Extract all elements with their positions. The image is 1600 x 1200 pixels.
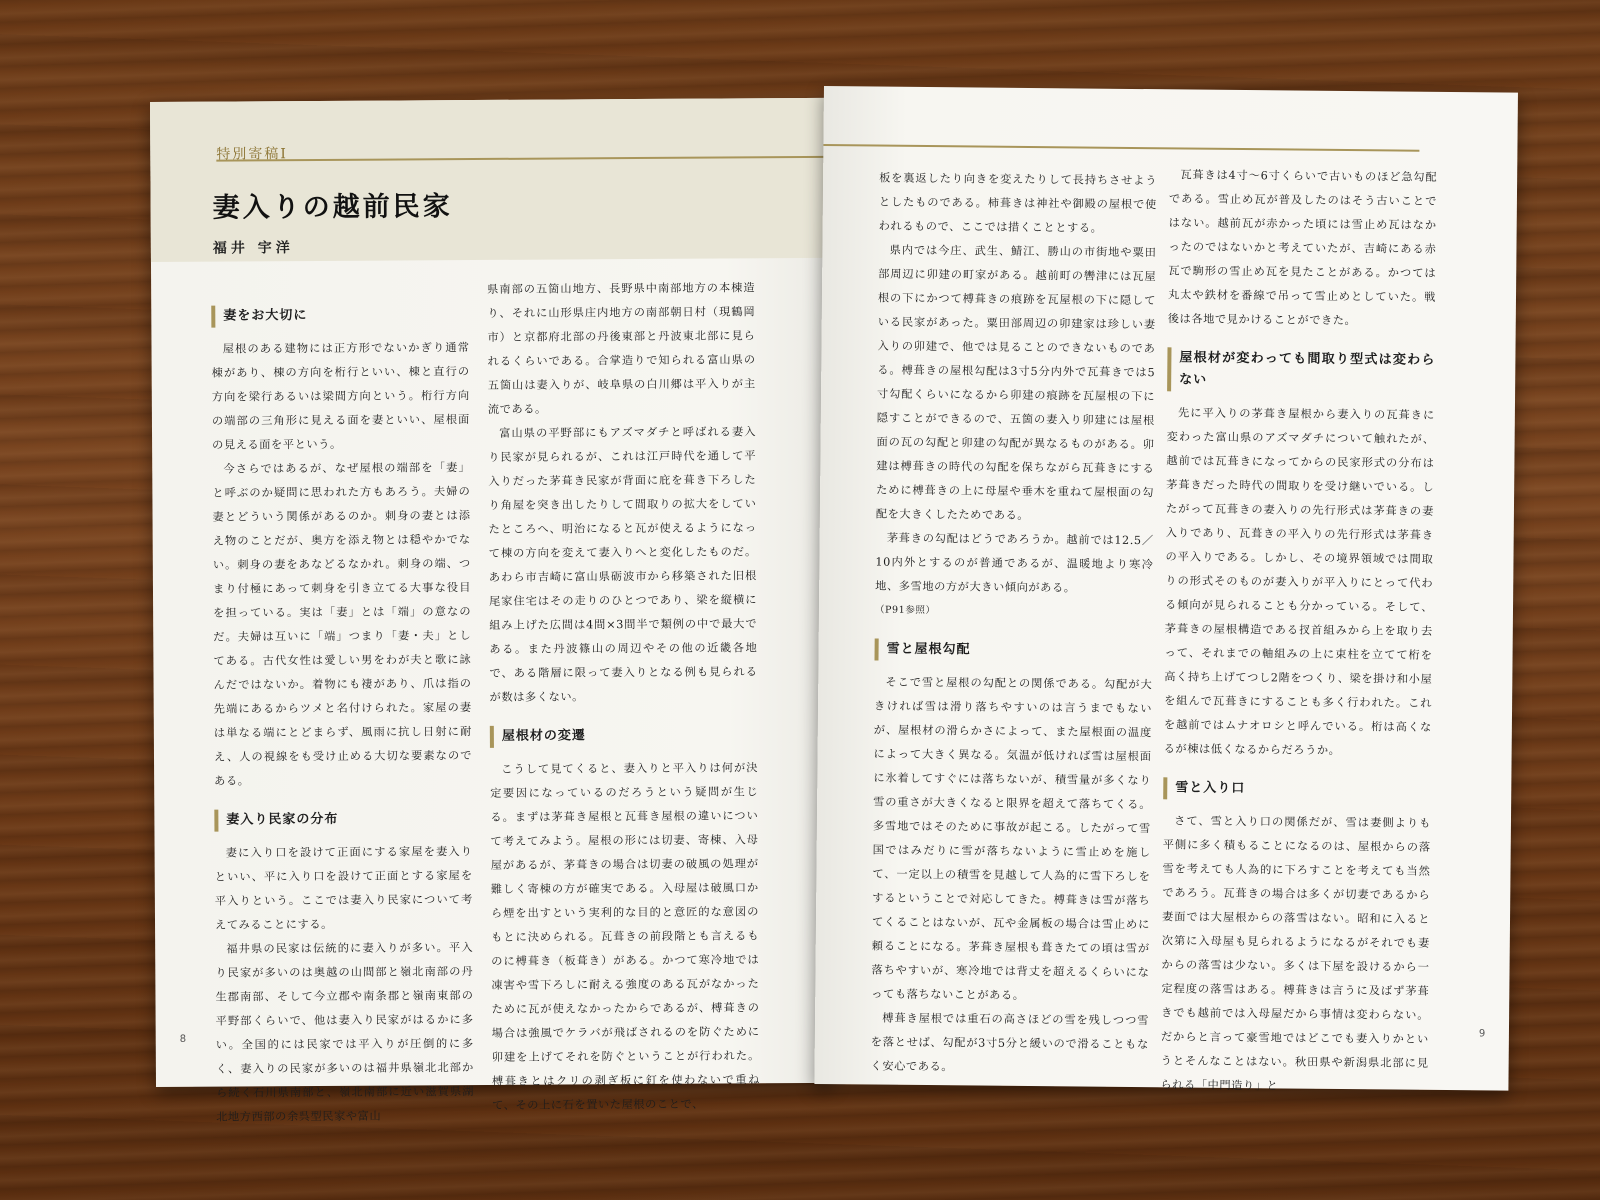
- paragraph: そこで雪と屋根の勾配との関係である。勾配が大きければ雪は滑り落ちやすいのは言うまでもないが、屋根材の滑らかさによって、また屋根面の温度によって大きく異なる。気温が低ければ雪は屋根面に氷着してすぐには落ちないが、積雪量が多くなり雪の重さが大きくなると限界を超えて落ちてくる。多雪地ではそのために事故が起こる。したがって雪国ではみだりに雪が落ちないように雪止めを施して、一定以上の積雪を見越して人為的に雪下ろしをするということで対応してきた。榑葺きは雪が落ちてくることはないが、瓦や金属板の場合は雪止めに頼ることになる。茅葺き屋根も葺きたての頃は雪が落ちやすいが、寒冷地では背丈を超えるくらいになっても落ちないことがある。: [871, 675, 1153, 1002]
- series-label: 特別寄稿Ⅰ: [216, 146, 288, 163]
- left-page: [150, 98, 832, 1124]
- page-number-left: 8: [179, 1033, 187, 1045]
- section-heading: 屋根材が変わっても間取り型式は変わらない: [1167, 347, 1435, 394]
- paragraph: 茅葺きの勾配はどうであろうか。越前では12.5／10内外とするのが普通であるが、温暖地より寒冷地、多雪地の方が大きい傾向がある。: [875, 531, 1154, 595]
- section-heading: 妻をお大切に: [211, 304, 469, 328]
- article-title: 妻入りの越前民家: [212, 191, 453, 224]
- right-column-2: [1160, 163, 1437, 1100]
- paragraph: 今さらではあるが、なぜ屋根の端部を「妻」と呼ぶのか疑問に思われた方もあろう。夫婦の妻とどういう関係があるのか。刺身の妻とは添え物のことだが、奥方を添え物とは穏やかでない。刺身の妻をあなどるなかれ。刺身の端、つまり付極にあって刺身を引き立てる大事な役目を担っている。実は「妻」とは「端」の意なのだ。夫婦は互いに「端」つまり「妻・夫」としてある。古代女性は愛しい男をわが夫と歌に詠んだではないか。着物にも褄があり、爪は指の先端にあるからツメと名付けられた。家屋の妻は単なる端にとどまらず、風雨に抗し日射に耐え、人の視線をも受け止める大切な要素なのである。: [212, 461, 473, 788]
- paragraph: 屋根のある建物には正方形でないかぎり通常棟があり、棟の方向を桁行といい、棟と直行の方向を梁行あるいは梁間方向という。桁行方向の端部の三角形に見える面を妻といい、屋根面の見える面を平という。: [211, 341, 470, 452]
- paragraph: こうして見てくると、妻入りと平入りは何が決定要因になっているのだろうという疑問が生じる。まずは茅葺き屋根と瓦葺き屋根の違いについて考えてみよう。屋根の形には切妻、寄棟、入母屋があるが、茅葺きの場合は切妻の破風の処理が難しく寄棟の方が確実である。入母屋は破風口から煙を出すという実利的な目的と意匠的な意図のもとに決められる。瓦葺きの前段階とも言えるものに榑葺き（板葺き）がある。かつて寒冷地では凍害や雪下ろしに耐える強度のある瓦がなかったために瓦が使えなかったからであるが、榑葺きの場合は強風でケラバが飛ばされるのを防ぐために卯建を上げてそれを防ぐということが行われた。榑葺きとはクリの剥ぎ板に釘を使わないで重ねて、その上に石を置いた屋根のことで、: [490, 761, 761, 1112]
- paragraph: 榑葺き屋根では重石の高さほどの雪を残しつつ雪を落とせば、勾配が3寸5分と緩いので滑ることもなく安心である。: [870, 1011, 1150, 1074]
- right-page: [814, 86, 1518, 1091]
- left-column-2: [487, 276, 760, 1118]
- section-heading: 妻入り民家の分布: [214, 808, 472, 832]
- left-column-1: [211, 304, 474, 1130]
- section-heading: 屋根材の変遷: [490, 724, 758, 748]
- paragraph: 板を裏返したり向きを変えたりして長持ちさせようとしたものである。柿葺きは神社や御殿の屋根で使われるもので、ここでは措くこととする。: [878, 171, 1158, 235]
- reference-note: （P91参照）: [874, 604, 936, 617]
- page-number-right: 9: [1478, 1028, 1486, 1040]
- paragraph: 福井県の民家は伝統的に妻入りが多い。平入り民家が多いのは奥越の山間部と嶺北南部の丹生郡南部、そして今立郡や南条郡と嶺南東部の平野部くらいで、他は妻入り民家がはるかに多い。全国的には民家では平入りが圧倒的に多く、妻入りの民家が多いのは福井県嶺北北部から続く石川県南部と、嶺北南部に近い滋賀県湖北地方西部の余呉型民家や富山: [215, 941, 475, 1124]
- author-name: 福井 宇洋: [212, 240, 294, 257]
- section-heading: 雪と入り口: [1163, 777, 1431, 802]
- paragraph: 県南部の五箇山地方、長野県中南部地方の本棟造り、それに山形県庄内地方の南部朝日村（現鶴岡市）と京都府北部の丹後東部と丹波東北部に見られるくらいである。合掌造りで知られる富山県の五箇山は妻入りが、岐阜県の白川郷は平入りが主流である。: [487, 281, 756, 416]
- paragraph: 瓦葺きは4寸～6寸くらいで古いものほど急勾配である。雪止め瓦が普及したのはそう古いことではない。越前瓦が赤かった頃には雪止め瓦はなかったのではないかと考えていたが、吉崎にある赤瓦で駒形の雪止め瓦を見たことがある。かつては丸太や鉄材を番線で吊って雪止めとしていた。戦後は各地で見かけることができた。: [1167, 168, 1438, 328]
- paragraph: さて、雪と入り口の関係だが、雪は妻側よりも平側に多く積もることになるのは、屋根からの落雪を考えても人為的に下ろすことを考えても当然であろう。瓦葺きの場合は多くが切妻であるから妻面では大屋根からの落雪はない。昭和に入ると次第に入母屋も見られるようになるがそれでも妻からの落雪は少ない。多くは下屋を設けるから一定程度の落雪はある。榑葺きは言うに及ばず茅葺きでも越前では入母屋だから事情は変わらない。だからと言って豪雪地ではどこでも妻入りかというとそんなことはない。秋田県や新潟県北部に見られる「中門造り」と: [1160, 814, 1432, 1093]
- paragraph: 妻に入り口を設けて正面にする家屋を妻入りといい、平に入り口を設けて正面とする家屋を平入りという。ここでは妻入り民家について考えてみることにする。: [214, 845, 473, 932]
- header-rule-right: [823, 144, 1419, 152]
- paragraph: 県内では今庄、武生、鯖江、勝山の市街地や粟田部周辺に卯建の町家がある。越前町の轡津には瓦屋根の下にかつて榑葺きの痕跡を瓦屋根の下に隠している民家があった。粟田部周辺の卯建家は珍しい妻入りの卯建で、他では見ることのできないものである。榑葺きの屋根勾配は3寸5分内外で瓦葺きでは5寸勾配くらいになるから卯建の痕跡を瓦屋根の下に隠すことができるので、五箇の妻入り卯建には屋根面の瓦の勾配と卯建の勾配が異なるものがある。卯建は榑葺きの時代の勾配を保ちながら瓦葺きにするために榑葺きの上に母屋や垂木を重ねて屋根面の勾配を大きくしたためである。: [875, 243, 1157, 522]
- section-heading: 雪と屋根勾配: [874, 639, 1152, 664]
- paragraph: 富山県の平野部にもアズマダチと呼ばれる妻入り民家が見られるが、これは江戸時代を通して平入りだった茅葺き民家が背面に庇を葺き下ろしたり角屋を突き出したりして間取りの拡大をしていたところへ、明治になると瓦が使えるようになって棟の方向を変えて妻入りへと変化したものだ。あわら市吉崎に富山県砺波市から移築された旧根尾家住宅はその走りのひとつであり、梁を縦横に組み上げた広間は4間×3間半で類例の中で最大である。また丹波篠山の周辺やその他の近畿各地で、ある階層に限って妻入りとなる例も見られるが数は多くない。: [488, 425, 758, 704]
- right-column-1: [870, 167, 1157, 1082]
- paragraph: 先に平入りの茅葺き屋根から妻入りの瓦葺きに変わった富山県のアズマダチについて触れたが、越前では瓦葺きになってからの民家形式の分布は茅葺きだった時代の間取りを受け継いでいる。したがって瓦葺きの妻入りの先行形式は茅葺きの妻入りであり、瓦葺きの平入りの先行形式は茅葺きの平入りである。しかし、その境界領域では間取りの形式そのものが妻入りが平入りにとって代わる傾向が見られることも分かっている。そして、茅葺きの屋根構造である扠首組みから上を取り去って、それまでの軸組みの上に束柱を立てて桁を高く持ち上げてつし2階をつくり、梁を掛け和小屋を組んで瓦葺きにすることも多く行われた。これを越前ではムナオロシと呼んでいる。桁は高くなるが棟は低くなるからだろうか。: [1163, 406, 1435, 757]
